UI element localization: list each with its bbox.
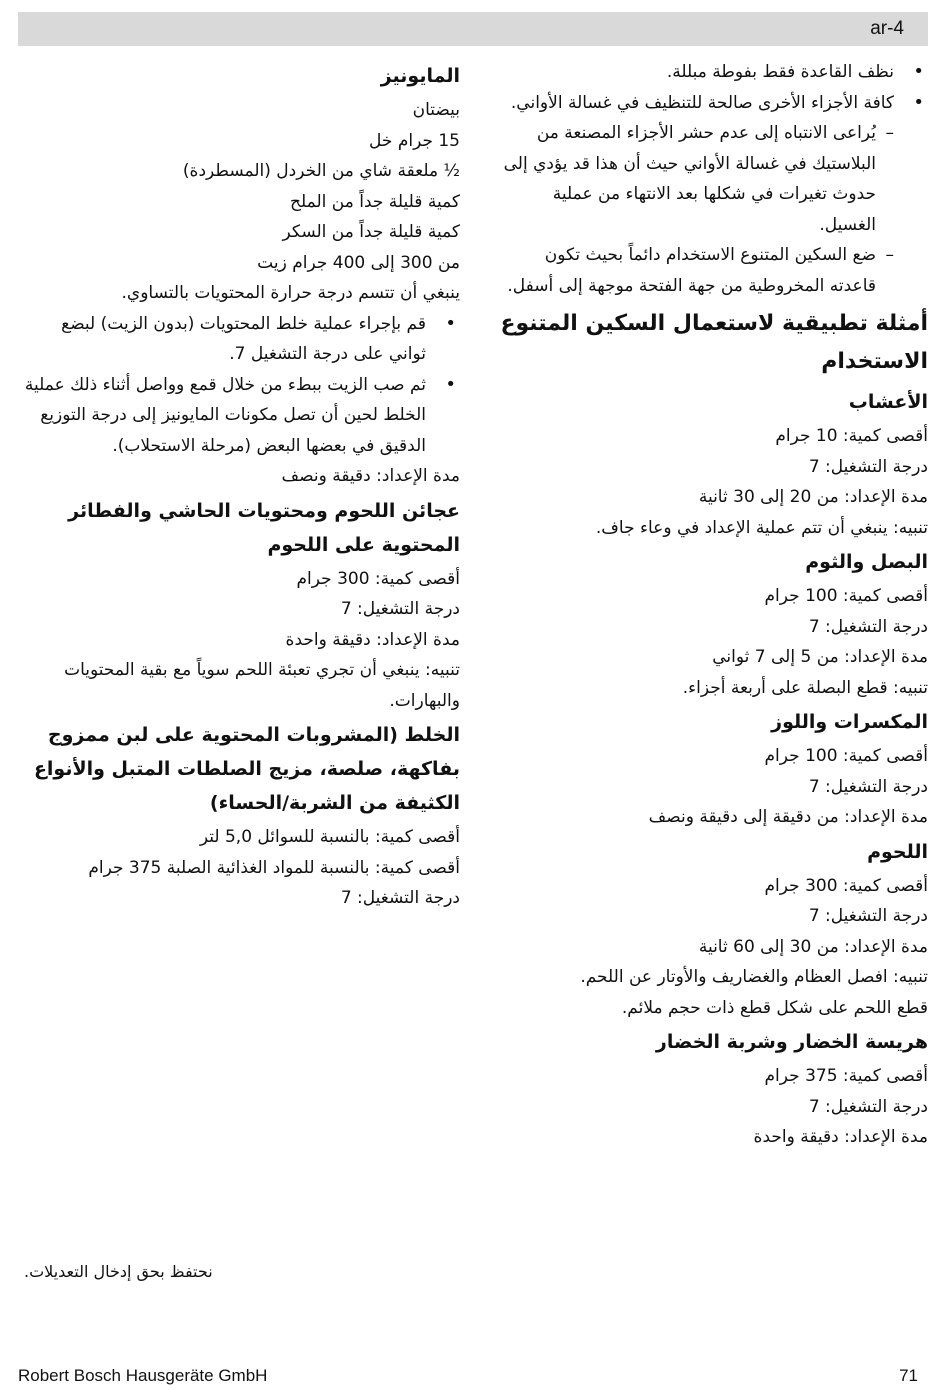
recipe-max: أقصى كمية: 300 جرام [296,568,460,589]
recipe-max-solid: أقصى كمية: بالنسبة للمواد الغذائية الصلبة 375 جرام [88,857,460,878]
recipe-title-nuts: المكسرات واللوز [771,711,928,733]
ingredient: بيضتان [412,100,460,120]
recipe-title-meat: اللحوم [867,840,928,863]
recipe-level: درجة التشغيل: 7 [340,599,460,619]
left-column [20,57,460,914]
recipe-time: مدة الإعداد: دقيقة واحدة [753,1127,928,1147]
recipe-max-liquid: أقصى كمية: بالنسبة للسوائل 5,0 لتر [199,827,460,847]
recipe-level: درجة التشغيل: 7 [340,888,460,908]
recipe-title-onion: البصل والثوم [805,551,928,573]
recipe-time: مدة الإعداد: من 5 إلى 7 ثواني [712,647,928,667]
recipe-level: درجة التشغيل: 7 [808,1096,928,1117]
recipe-time: مدة الإعداد: من دقيقة إلى دقيقة ونصف [648,807,928,827]
temperature-note: ينبغي أن تتسم درجة حرارة المحتويات بالتساوي. [121,283,460,303]
recipe-level: درجة التشغيل: 7 [808,616,928,637]
ingredient: من 300 إلى 400 جرام زيت [257,252,460,273]
section-title: أمثلة تطبيقية لاستعمال السكين المتنوع الاستخدام [500,311,928,374]
header-bar [18,12,928,46]
recipe-note: تنبيه: قطع البصلة على أربعة أجزاء. [682,677,928,698]
recipe-title-puree: هريسة الخضار وشربة الخضار [655,1031,928,1053]
list-item: • ثم صب الزيت ببطء من خلال قمع وواصل أثناء ذلك عملية الخلط لحين أن تصل مكونات المايونيز إلى درجة التوزيع الدقيق في بعضها البعض (مرحلة الاستحلاب). [20,370,460,462]
ingredient: 15 جرام خل [369,130,460,151]
recipe-time: مدة الإعداد: من 20 إلى 30 ثانية [698,487,928,507]
recipe-max: أقصى كمية: 375 جرام [764,1066,928,1086]
recipe-max: أقصى كمية: 100 جرام [764,586,928,606]
recipe-note: تنبيه: ينبغي أن تتم عملية الإعداد في وعاء جاف. [595,517,928,538]
recipe-max: أقصى كمية: 100 جرام [764,746,928,766]
cleaning-dash-list [498,118,928,301]
list-item: • نظف القاعدة فقط بفوطة مبللة. [498,57,928,88]
recipe-level: درجة التشغيل: 7 [808,776,928,797]
recipe-time: مدة الإعداد: دقيقة ونصف [281,466,460,486]
ingredient: كمية قليلة جداً من السكر [282,222,460,242]
recipe-note-2: قطع اللحم على شكل قطع ذات حجم ملائم. [621,997,928,1018]
ingredient: ½ ملعقة شاي من الخردل (المسطردة) [182,161,460,181]
footer-page-number: 71 [899,1366,918,1385]
cleaning-bullet-list [498,57,928,118]
recipe-level: درجة التشغيل: 7 [808,456,928,477]
recipe-title-dough: عجائن اللحوم ومحتويات الحاشي والفطائر المحتوية على اللحوم [68,499,460,556]
list-item: – يُراعى الانتباه إلى عدم حشر الأجزاء المصنعة من البلاستيك في غسالة الأواني حيث أن هذا قد يؤدي إلى حدوث تغيرات في شكلها بعد الانتهاء من عملية الغسيل. [498,118,928,240]
recipe-note: تنبيه: افصل العظام والغضاريف والأوتار عن اللحم. [580,967,928,987]
list-item: – ضع السكين المتنوع الاستخدام دائماً بحيث تكون قاعدته المخروطية من جهة الفتحة موجهة إلى أسفل. [498,240,928,301]
list-item: • قم بإجراء عملية خلط المحتويات (بدون الزيت) لبضع ثواني على درجة التشغيل 7. [20,309,460,370]
mayo-steps-list [20,309,460,462]
recipe-max: أقصى كمية: 300 جرام [764,875,928,896]
right-column [498,57,928,1153]
list-item: • كافة الأجزاء الأخرى صالحة للتنظيف في غسالة الأواني. [498,88,928,119]
recipe-note: تنبيه: ينبغي أن تجري تعبئة اللحم سوياً مع بقية المحتويات والبهارات. [64,660,460,711]
recipe-time: مدة الإعداد: دقيقة واحدة [285,629,460,650]
page-label: ar-4 [870,18,904,39]
recipe-max: أقصى كمية: 10 جرام [775,426,928,446]
ingredient: كمية قليلة جداً من الملح [290,191,460,212]
recipe-title-herbs: الأعشاب [848,391,928,413]
recipe-title-mayo: المايونيز [380,65,460,87]
recipe-level: درجة التشغيل: 7 [808,906,928,926]
recipe-title-mix: الخلط (المشروبات المحتوية على لبن ممزوج بفاكهة، صلصة، مزيج الصلطات المتبل والأنواع الكثيفة من الشربة/الحساء) [33,724,460,814]
disclaimer: نحتفظ بحق إدخال التعديلات. [24,1262,213,1281]
recipe-time: مدة الإعداد: من 30 إلى 60 ثانية [698,936,928,957]
footer-company: Robert Bosch Hausgeräte GmbH [18,1366,268,1385]
